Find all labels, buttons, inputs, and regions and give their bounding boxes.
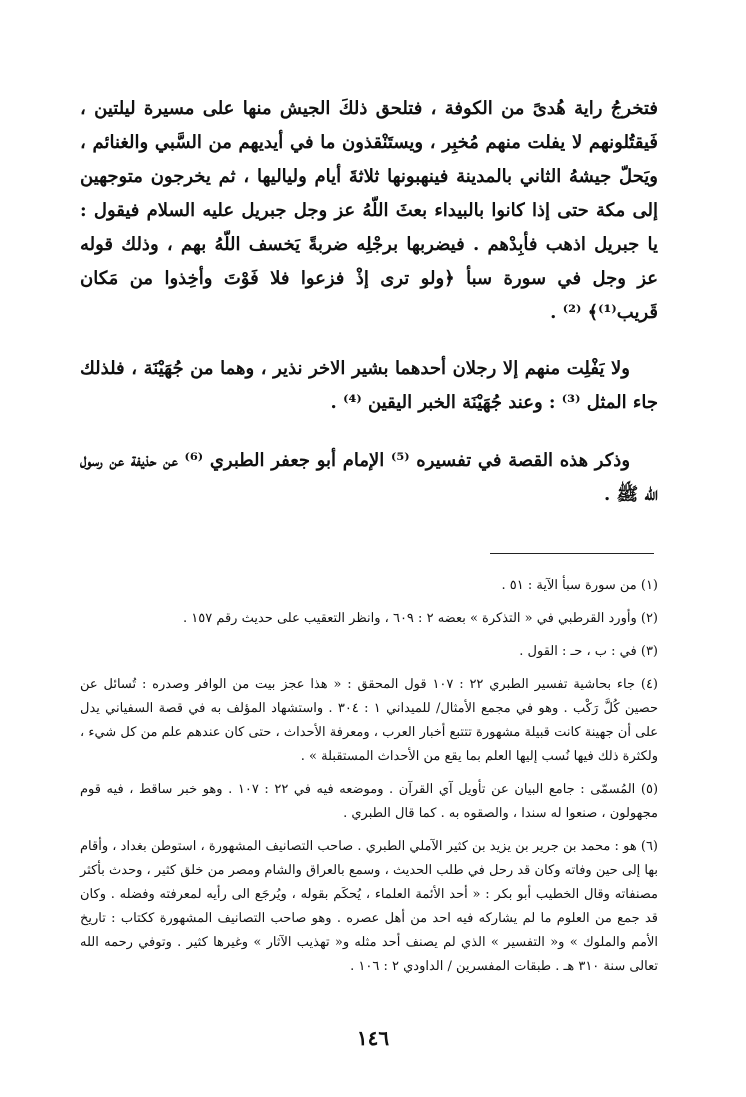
footnote-3: (٣) في : ب ، حـ : القول . [519,644,658,659]
page-number: ١٤٦ [356,1026,390,1050]
footnote-4: (٤) جاء بحاشية تفسير الطبري ٢٢ : ١٠٧ قول المحقق : « هذا عجز بيت من الوافر وصدره : تُسائل عن حصين كُلَّ رَكْب . وهو في مجمع الأمثال/ للميداني ١ : ٣٠٤ . واستشهاد المؤلف به في قصة السفياني يدل على أن جهينة كانت قبيلة مشهورة تتتبع أخبار العرب ، ومعرفة الأحداث ، حتى كان عندهم علم من كل شيء ، ولكثرة ذلك فيها نُسب إليها العلم بما يقع من الأحداث المستقبلة » . [80,677,659,764]
footnote-5: (٥) المُسمّى : جامع البيان عن تأويل آي القرآن . وموضعه فيه في ٢٢ : ١٠٧ . وهو خبر ساقط ، فيه قوم مجهولون ، صنعوا له سندا ، والصقوه به . كما قال الطبري . [80,782,659,821]
footnotes [80,574,658,988]
footnote-separator [490,553,654,554]
main-text [80,92,658,512]
footnote-1: (١) من سورة سبأ الآية : ٥١ . [501,578,658,593]
paragraph-1: فتخرجُ راية هُدىً من الكوفة ، فتلحق ذلكَ الجيش منها على مسيرة ليلتين ، فَيقتُلونهم لا يفلت منهم مُخبِر ، ويستَنْقذون ما في أيديهم من السَّبي والغنائم ، ويَحلّ جيشهُ الثاني بالمدينة فينهبونها ثلاثةَ أيام ولياليها ، ثم يخرجون متوجهين إلى مكة حتى إذا كانوا بالبيداء بعثَ اللّهُ عز وجل جبريل عليه السلام فيقول : يا جبريل اذهب فأبِدْهم . فيضربها برجْلِه ضربةً يَخسف اللّهُ بهم ، وذلك قوله عز وجل في سورة سبأ ﴿ولو ترى إذْ فزعوا فلا فَوْتَ وأخِذوا من مَكان قَريب⁽¹⁾﴾ ⁽²⁾ . [80,98,658,323]
footnote-2: (٢) وأورد القرطبي في « التذكرة » بعضه ٢ : ٦٠٩ ، وانظر التعقيب على حديث رقم ١٥٧ . [182,611,658,626]
footnote-6: (٦) هو : محمد بن جرير بن يزيد بن كثير الآملي الطبري . صاحب التصانيف المشهورة ، استوطن بغداد ، وأقام بها إلى حين وفاته وكان قد رحل في طلب الحديث ، وسمع بالعراق والشام ومصر من خلق كثير ، وحدث بأكثر مصنفاته وقال الخطيب أبو بكر : « أحد الأئمة العلماء ، يُحكَم بقوله ، ويُرجَع الى رأيه لمعرفته وفضله . وكان قد جمع من العلوم ما لم يشاركه فيه احد من أهل عصره . وهو صاحب التصانيف المشهورة ككتاب : تاريخ الأمم والملوك » و« التفسير » الذي لم يصنف أحد مثله و« تهذيب الآثار » وغيرها كثير . وتوفي رحمه الله تعالى سنة ٣١٠ هـ . طبقات المفسرين / الداودي ٢ : ١٠٦ . [80,839,658,974]
paragraph-3: وذكر هذه القصة في تفسيره ⁽⁵⁾ الإمام أبو جعفر الطبري ⁽⁶⁾ عن حذيفة عن رسول الله ﷺ . [80,450,658,505]
paragraph-2: ولا يَفْلِت منهم إلا رجلان أحدهما بشير الاخر نذير ، وهما من جُهَيْنَة ، فلذلك جاء المثل ⁽³⁾ : وعند جُهَيْنَة الخبر اليقين ⁽⁴⁾ . [80,358,658,413]
